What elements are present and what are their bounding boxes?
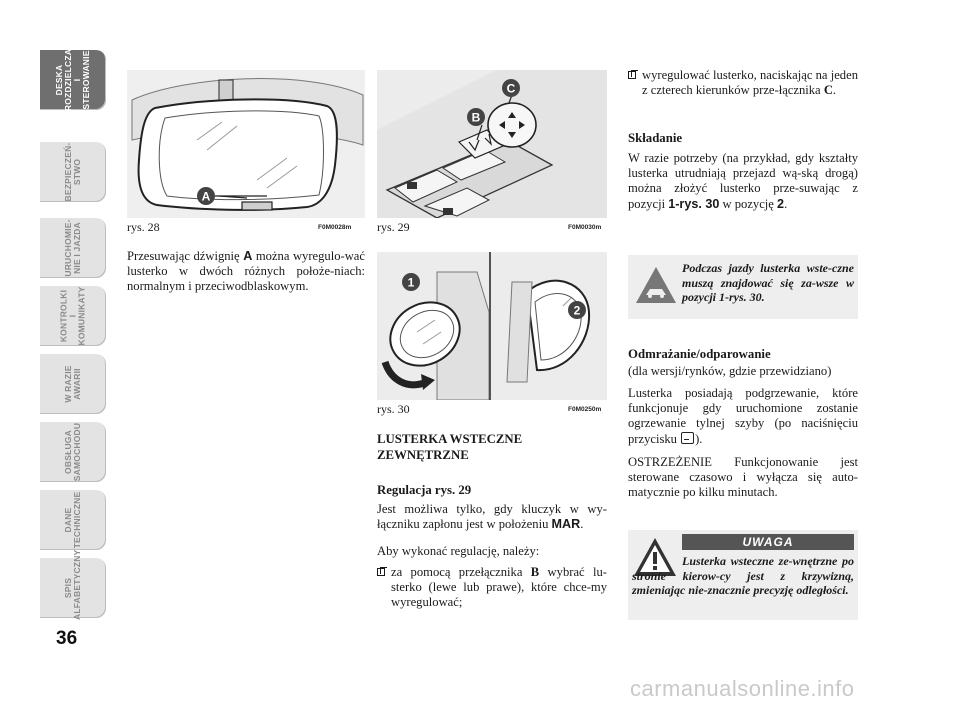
note-driving-position xyxy=(628,255,858,319)
paragraph-key-position: Jest możliwa tylko, gdy kluczyk w wy-łączniku zapłonu jest w położeniu MAR. xyxy=(377,502,607,532)
note-text: Lusterka wsteczne ze-wnętrzne po stronie kierow-cy jest z krzywizną, zmieniając nie-znacznie precyzję odległości. xyxy=(632,554,854,597)
subsection-title: Regulacja rys. 29 xyxy=(377,483,472,497)
tab-uruchomienie[interactable]: URUCHOMIE- NIE I JAZDA xyxy=(40,218,106,278)
figure-code: F0M0028m xyxy=(318,224,352,231)
figure-code: F0M0030m xyxy=(568,224,602,231)
section-title: LUSTERKA WSTECZNE ZEWNĘTRZNE xyxy=(377,432,523,462)
paragraph-defrost: Lusterka posiadają podgrzewanie, które funkcjonuje gdy uruchomione zostanie ogrzewanie tylnej szyby (po naciśnięciu przycisku ). xyxy=(628,386,858,446)
note-uwaga xyxy=(628,530,858,620)
subsection-defrost: Odmrażanie/odparowanie xyxy=(628,347,771,361)
callout-2: 2 xyxy=(573,303,581,318)
defrost-versions-note: (dla wersji/rynków, gdzie przewidziano) xyxy=(628,364,832,378)
tab-deska-rozdzielcza[interactable]: DESKA ROZDZIELCZA I STEROWANIE xyxy=(40,50,106,110)
paragraph-folding: W razie potrzeby (na przykład, gdy kształty lusterka utrudniają przejazd wą-ską drogą) można złożyć lusterko prze-suwając z pozycji 1-rys. 30 w pozycję 2. xyxy=(628,151,858,211)
callout-a: A xyxy=(201,189,211,204)
bullet-adjust-mirror: wyregulować lusterko, naciskając na jeden z czterech kierunków prze-łącznika C. xyxy=(628,68,858,98)
paragraph-how-to: Aby wykonać regulację, należy: xyxy=(377,544,540,558)
bullet-select-mirror: za pomocą przełącznika B wybrać lu-sterko (lewe lub prawe), które chce-my wyregulować; xyxy=(377,565,607,611)
subsection-folding: Składanie xyxy=(628,131,683,145)
paragraph-warning-timer: OSTRZEŻENIE Funkcjonowanie jest sterowane czasowo i wyłącza się auto-matycznie po kilku minutach. xyxy=(628,455,858,500)
tab-w-razie-awarii[interactable]: W RAZIE AWARII xyxy=(40,354,106,414)
figure-folding-mirror xyxy=(377,252,607,400)
checkbox-bullet-icon xyxy=(628,71,636,79)
callout-c: C xyxy=(506,81,516,96)
mirror-switch-illustration xyxy=(377,70,607,218)
warning-car-icon xyxy=(634,265,678,305)
rearview-mirror-illustration xyxy=(127,70,365,218)
tab-obsluga[interactable]: OBSŁUGA SAMOCHODU xyxy=(40,422,106,482)
tab-spis-alfabetyczny[interactable]: SPIS ALFABETYCZNY xyxy=(40,558,106,618)
figure-code: F0M0250m xyxy=(568,406,602,413)
figure-caption: rys. 28 xyxy=(127,220,160,234)
callout-b: B xyxy=(471,110,481,125)
page-number: 36 xyxy=(56,628,78,649)
watermark: carmanualsonline.info xyxy=(630,676,855,701)
note-text: Podczas jazdy lusterka wste-czne muszą znajdować się za-wsze w pozycji 1-rys. 30. xyxy=(682,261,854,304)
checkbox-bullet-icon xyxy=(377,568,385,576)
callout-1: 1 xyxy=(407,275,415,290)
tab-kontrolki[interactable]: KONTROLKI I KOMUNIKATY xyxy=(40,286,106,346)
uwaga-label: UWAGA xyxy=(682,534,854,550)
figure-caption: rys. 30 xyxy=(377,402,410,416)
figure-caption: rys. 29 xyxy=(377,220,410,234)
rear-window-heater-icon xyxy=(681,432,694,444)
tab-dane-techniczne[interactable]: DANE TECHNICZNE xyxy=(40,490,106,550)
paragraph-lever: Przesuwając dźwignię A można wyregulo-wać lusterko w dwóch różnych położe-niach: normalnym i przeciwodblaskowym. xyxy=(127,249,365,294)
figure-mirror-switch xyxy=(377,70,607,218)
figure-rearview-mirror xyxy=(127,70,365,218)
folding-mirror-illustration xyxy=(377,252,607,400)
tab-bezpieczenstwo[interactable]: BEZPIECZEŃ- STWO xyxy=(40,142,106,202)
